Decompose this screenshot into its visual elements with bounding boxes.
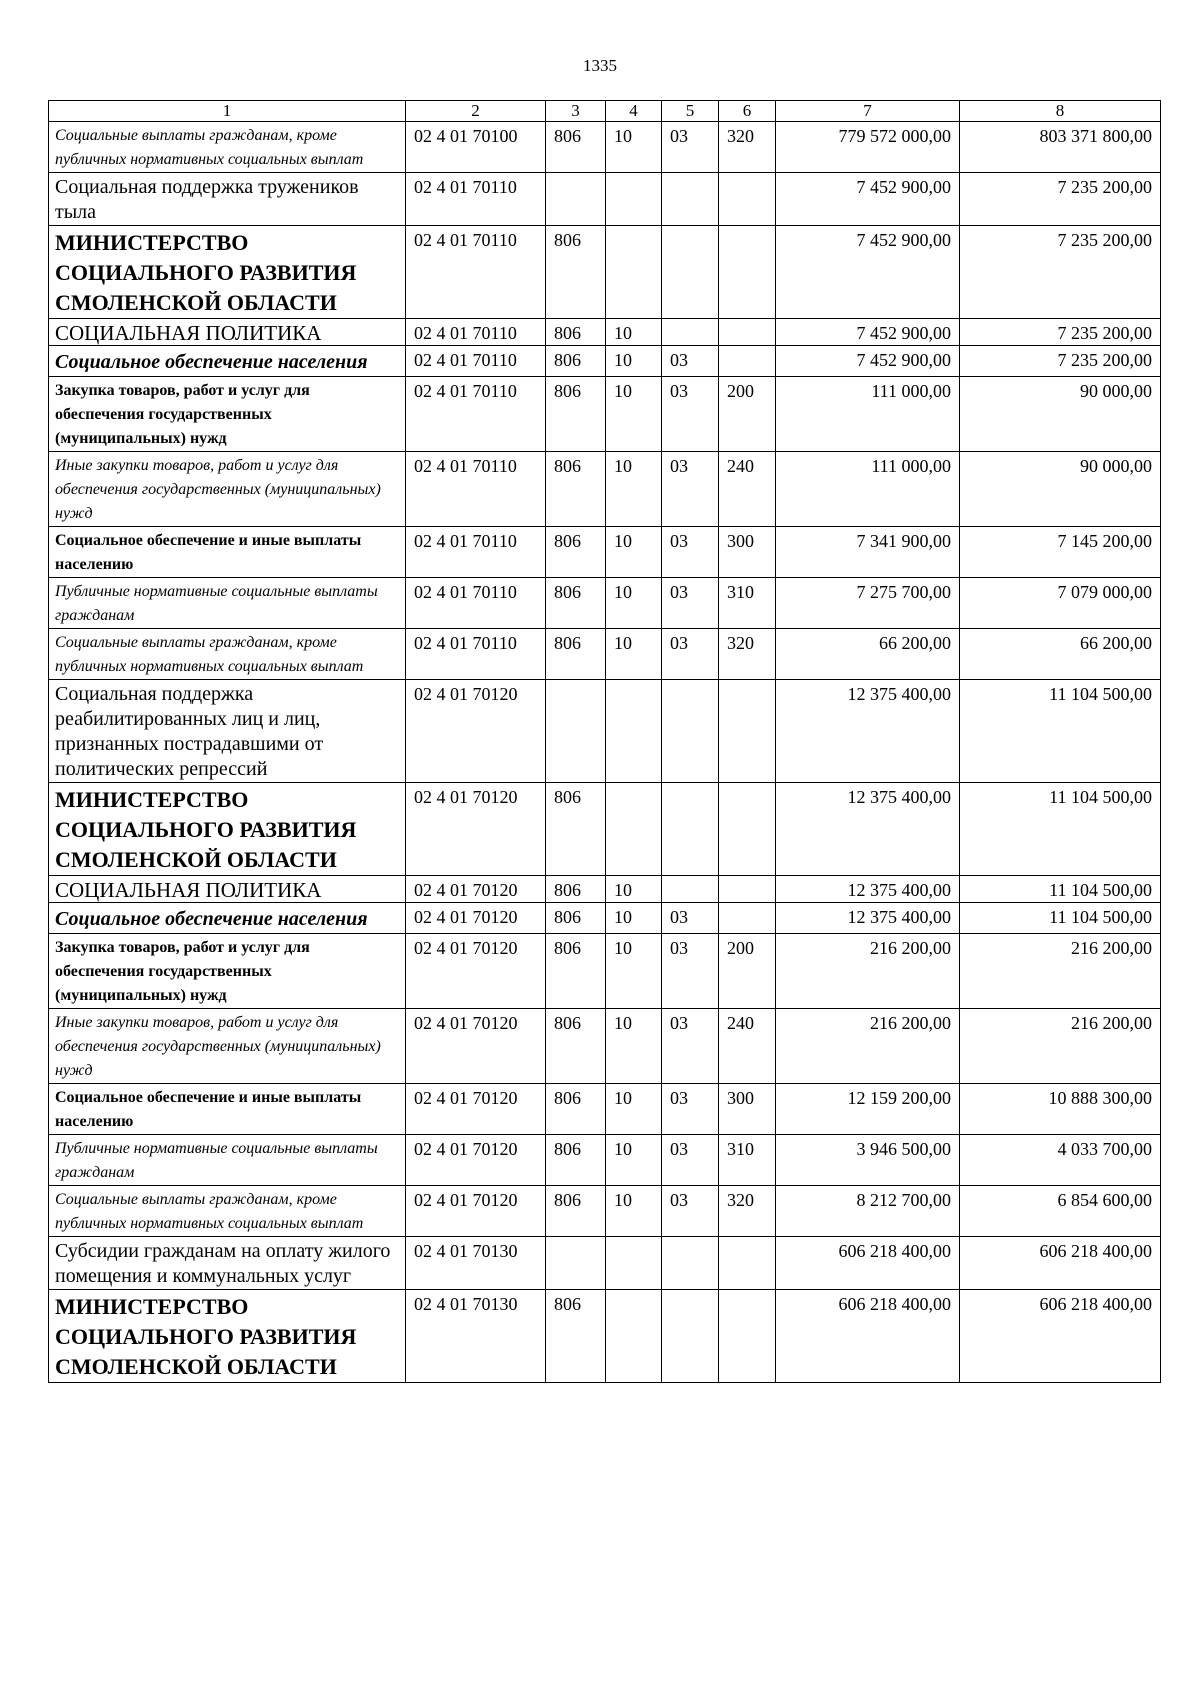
amount-year2-cell: 90 000,00 (960, 452, 1161, 527)
row-name-cell: Социальные выплаты гражданам, кроме публичных нормативных социальных выплат (49, 1186, 406, 1237)
row-name-cell: Иные закупки товаров, работ и услуг для обеспечения государственных (муниципальных) нужд (49, 1009, 406, 1084)
table-row (49, 1084, 1161, 1135)
table-row (49, 346, 1161, 377)
row-name-cell: Закупка товаров, работ и услуг для обеспечения государственных (муниципальных) нужд (49, 377, 406, 452)
expense-type-cell: 310 (719, 578, 776, 629)
amount-year2-cell: 6 854 600,00 (960, 1186, 1161, 1237)
amount-year2-cell: 606 218 400,00 (960, 1237, 1161, 1290)
amount-year2-cell: 7 079 000,00 (960, 578, 1161, 629)
expense-type-cell (719, 319, 776, 346)
amount-year1-cell: 7 452 900,00 (776, 226, 960, 319)
expense-type-cell: 200 (719, 934, 776, 1009)
section-cell: 10 (606, 1186, 662, 1237)
section-cell: 10 (606, 122, 662, 173)
subsection-cell (662, 319, 719, 346)
page-number: 1335 (583, 56, 617, 75)
grbs-cell: 806 (546, 346, 606, 377)
section-cell: 10 (606, 1135, 662, 1186)
target-article-cell: 02 4 01 70110 (406, 226, 546, 319)
subsection-cell: 03 (662, 346, 719, 377)
amount-year2-cell: 7 145 200,00 (960, 527, 1161, 578)
target-article-cell: 02 4 01 70110 (406, 452, 546, 527)
grbs-cell: 806 (546, 783, 606, 876)
column-header: 6 (719, 101, 776, 122)
expense-type-cell (719, 876, 776, 903)
subsection-cell: 03 (662, 1084, 719, 1135)
amount-year2-cell: 7 235 200,00 (960, 226, 1161, 319)
expense-type-cell: 300 (719, 527, 776, 578)
subsection-cell (662, 680, 719, 783)
amount-year2-cell: 11 104 500,00 (960, 680, 1161, 783)
row-name-cell: МИНИСТЕРСТВО СОЦИАЛЬНОГО РАЗВИТИЯ СМОЛЕНСКОЙ ОБЛАСТИ (49, 1290, 406, 1383)
subsection-cell (662, 1290, 719, 1383)
expense-type-cell (719, 783, 776, 876)
grbs-cell: 806 (546, 122, 606, 173)
section-cell: 10 (606, 903, 662, 934)
expense-type-cell (719, 1290, 776, 1383)
expense-type-cell (719, 680, 776, 783)
target-article-cell: 02 4 01 70120 (406, 680, 546, 783)
amount-year2-cell: 7 235 200,00 (960, 319, 1161, 346)
table-row (49, 680, 1161, 783)
grbs-cell: 806 (546, 578, 606, 629)
budget-table (48, 100, 1161, 1383)
section-cell: 10 (606, 629, 662, 680)
grbs-cell (546, 680, 606, 783)
grbs-cell: 806 (546, 452, 606, 527)
table-row (49, 527, 1161, 578)
amount-year1-cell: 12 375 400,00 (776, 876, 960, 903)
table-row (49, 934, 1161, 1009)
expense-type-cell: 200 (719, 377, 776, 452)
section-cell (606, 783, 662, 876)
grbs-cell: 806 (546, 319, 606, 346)
subsection-cell: 03 (662, 452, 719, 527)
amount-year1-cell: 7 452 900,00 (776, 173, 960, 226)
row-name-cell: Социальное обеспечение и иные выплаты населению (49, 1084, 406, 1135)
grbs-cell: 806 (546, 527, 606, 578)
expense-type-cell: 240 (719, 1009, 776, 1084)
subsection-cell (662, 783, 719, 876)
expense-type-cell (719, 1237, 776, 1290)
subsection-cell (662, 876, 719, 903)
amount-year1-cell: 7 452 900,00 (776, 346, 960, 377)
target-article-cell: 02 4 01 70120 (406, 903, 546, 934)
amount-year2-cell: 11 104 500,00 (960, 876, 1161, 903)
subsection-cell (662, 173, 719, 226)
amount-year2-cell: 216 200,00 (960, 1009, 1161, 1084)
section-cell: 10 (606, 876, 662, 903)
target-article-cell: 02 4 01 70110 (406, 173, 546, 226)
grbs-cell: 806 (546, 1186, 606, 1237)
row-name-cell: Публичные нормативные социальные выплаты гражданам (49, 1135, 406, 1186)
row-name-cell: Закупка товаров, работ и услуг для обеспечения государственных (муниципальных) нужд (49, 934, 406, 1009)
column-header: 7 (776, 101, 960, 122)
expense-type-cell (719, 173, 776, 226)
table-row (49, 1135, 1161, 1186)
grbs-cell (546, 173, 606, 226)
table-row (49, 783, 1161, 876)
subsection-cell: 03 (662, 934, 719, 1009)
target-article-cell: 02 4 01 70130 (406, 1237, 546, 1290)
target-article-cell: 02 4 01 70110 (406, 527, 546, 578)
table-row (49, 452, 1161, 527)
table-row (49, 578, 1161, 629)
grbs-cell: 806 (546, 934, 606, 1009)
row-name-cell: Субсидии гражданам на оплату жилого помещения и коммунальных услуг (49, 1237, 406, 1290)
amount-year2-cell: 90 000,00 (960, 377, 1161, 452)
target-article-cell: 02 4 01 70120 (406, 876, 546, 903)
target-article-cell: 02 4 01 70120 (406, 1084, 546, 1135)
amount-year2-cell: 66 200,00 (960, 629, 1161, 680)
table-row (49, 903, 1161, 934)
section-cell (606, 1237, 662, 1290)
target-article-cell: 02 4 01 70110 (406, 319, 546, 346)
expense-type-cell: 320 (719, 629, 776, 680)
amount-year2-cell: 216 200,00 (960, 934, 1161, 1009)
amount-year1-cell: 779 572 000,00 (776, 122, 960, 173)
column-header: 4 (606, 101, 662, 122)
amount-year1-cell: 12 375 400,00 (776, 903, 960, 934)
target-article-cell: 02 4 01 70120 (406, 1135, 546, 1186)
section-cell: 10 (606, 578, 662, 629)
table-row (49, 1009, 1161, 1084)
table-row (49, 629, 1161, 680)
amount-year1-cell: 3 946 500,00 (776, 1135, 960, 1186)
table-row (49, 876, 1161, 903)
row-name-cell: Социальные выплаты гражданам, кроме публичных нормативных социальных выплат (49, 629, 406, 680)
expense-type-cell: 320 (719, 122, 776, 173)
section-cell: 10 (606, 319, 662, 346)
section-cell: 10 (606, 346, 662, 377)
grbs-cell: 806 (546, 1084, 606, 1135)
table-row (49, 122, 1161, 173)
grbs-cell: 806 (546, 629, 606, 680)
target-article-cell: 02 4 01 70120 (406, 934, 546, 1009)
row-name-cell: Публичные нормативные социальные выплаты гражданам (49, 578, 406, 629)
expense-type-cell (719, 903, 776, 934)
expense-type-cell: 310 (719, 1135, 776, 1186)
subsection-cell: 03 (662, 578, 719, 629)
row-name-cell: МИНИСТЕРСТВО СОЦИАЛЬНОГО РАЗВИТИЯ СМОЛЕНСКОЙ ОБЛАСТИ (49, 783, 406, 876)
section-cell (606, 173, 662, 226)
amount-year1-cell: 7 341 900,00 (776, 527, 960, 578)
section-cell: 10 (606, 452, 662, 527)
subsection-cell: 03 (662, 122, 719, 173)
amount-year1-cell: 8 212 700,00 (776, 1186, 960, 1237)
expense-type-cell (719, 346, 776, 377)
grbs-cell: 806 (546, 903, 606, 934)
amount-year1-cell: 7 275 700,00 (776, 578, 960, 629)
amount-year2-cell: 11 104 500,00 (960, 903, 1161, 934)
amount-year1-cell: 12 159 200,00 (776, 1084, 960, 1135)
expense-type-cell: 320 (719, 1186, 776, 1237)
row-name-cell: СОЦИАЛЬНАЯ ПОЛИТИКА (49, 876, 406, 903)
expense-type-cell (719, 226, 776, 319)
grbs-cell: 806 (546, 226, 606, 319)
column-header: 3 (546, 101, 606, 122)
amount-year2-cell: 7 235 200,00 (960, 346, 1161, 377)
column-header: 5 (662, 101, 719, 122)
subsection-cell: 03 (662, 527, 719, 578)
amount-year2-cell: 4 033 700,00 (960, 1135, 1161, 1186)
table-row (49, 1237, 1161, 1290)
amount-year1-cell: 7 452 900,00 (776, 319, 960, 346)
target-article-cell: 02 4 01 70130 (406, 1290, 546, 1383)
grbs-cell (546, 1237, 606, 1290)
amount-year2-cell: 7 235 200,00 (960, 173, 1161, 226)
row-name-cell: СОЦИАЛЬНАЯ ПОЛИТИКА (49, 319, 406, 346)
amount-year2-cell: 11 104 500,00 (960, 783, 1161, 876)
amount-year1-cell: 606 218 400,00 (776, 1290, 960, 1383)
section-cell: 10 (606, 377, 662, 452)
target-article-cell: 02 4 01 70110 (406, 346, 546, 377)
row-name-cell: Социальная поддержка реабилитированных лиц и лиц, признанных пострадавшими от политических репрессий (49, 680, 406, 783)
subsection-cell: 03 (662, 1186, 719, 1237)
target-article-cell: 02 4 01 70110 (406, 629, 546, 680)
section-cell: 10 (606, 1084, 662, 1135)
section-cell: 10 (606, 1009, 662, 1084)
grbs-cell: 806 (546, 1135, 606, 1186)
expense-type-cell: 240 (719, 452, 776, 527)
table-row (49, 319, 1161, 346)
row-name-cell: Иные закупки товаров, работ и услуг для обеспечения государственных (муниципальных) нужд (49, 452, 406, 527)
amount-year1-cell: 12 375 400,00 (776, 783, 960, 876)
row-name-cell: МИНИСТЕРСТВО СОЦИАЛЬНОГО РАЗВИТИЯ СМОЛЕНСКОЙ ОБЛАСТИ (49, 226, 406, 319)
amount-year1-cell: 606 218 400,00 (776, 1237, 960, 1290)
section-cell (606, 1290, 662, 1383)
target-article-cell: 02 4 01 70120 (406, 1186, 546, 1237)
amount-year1-cell: 66 200,00 (776, 629, 960, 680)
amount-year1-cell: 111 000,00 (776, 377, 960, 452)
section-cell: 10 (606, 934, 662, 1009)
table-row (49, 1186, 1161, 1237)
amount-year2-cell: 10 888 300,00 (960, 1084, 1161, 1135)
section-cell: 10 (606, 527, 662, 578)
row-name-cell: Социальное обеспечение и иные выплаты населению (49, 527, 406, 578)
grbs-cell: 806 (546, 377, 606, 452)
target-article-cell: 02 4 01 70110 (406, 578, 546, 629)
column-header: 2 (406, 101, 546, 122)
row-name-cell: Социальное обеспечение населения (49, 903, 406, 934)
section-cell (606, 680, 662, 783)
table-row (49, 226, 1161, 319)
grbs-cell: 806 (546, 1290, 606, 1383)
target-article-cell: 02 4 01 70100 (406, 122, 546, 173)
subsection-cell: 03 (662, 903, 719, 934)
table-row (49, 173, 1161, 226)
subsection-cell: 03 (662, 1135, 719, 1186)
amount-year2-cell: 606 218 400,00 (960, 1290, 1161, 1383)
amount-year1-cell: 111 000,00 (776, 452, 960, 527)
expense-type-cell: 300 (719, 1084, 776, 1135)
subsection-cell (662, 226, 719, 319)
column-header: 8 (960, 101, 1161, 122)
grbs-cell: 806 (546, 876, 606, 903)
amount-year1-cell: 12 375 400,00 (776, 680, 960, 783)
amount-year1-cell: 216 200,00 (776, 934, 960, 1009)
subsection-cell: 03 (662, 629, 719, 680)
grbs-cell: 806 (546, 1009, 606, 1084)
table-row (49, 377, 1161, 452)
subsection-cell: 03 (662, 1009, 719, 1084)
row-name-cell: Социальное обеспечение населения (49, 346, 406, 377)
table-row (49, 1290, 1161, 1383)
column-header-row (49, 101, 1161, 122)
row-name-cell: Социальные выплаты гражданам, кроме публичных нормативных социальных выплат (49, 122, 406, 173)
section-cell (606, 226, 662, 319)
target-article-cell: 02 4 01 70110 (406, 377, 546, 452)
row-name-cell: Социальная поддержка тружеников тыла (49, 173, 406, 226)
subsection-cell: 03 (662, 377, 719, 452)
amount-year1-cell: 216 200,00 (776, 1009, 960, 1084)
subsection-cell (662, 1237, 719, 1290)
column-header: 1 (49, 101, 406, 122)
amount-year2-cell: 803 371 800,00 (960, 122, 1161, 173)
target-article-cell: 02 4 01 70120 (406, 1009, 546, 1084)
target-article-cell: 02 4 01 70120 (406, 783, 546, 876)
